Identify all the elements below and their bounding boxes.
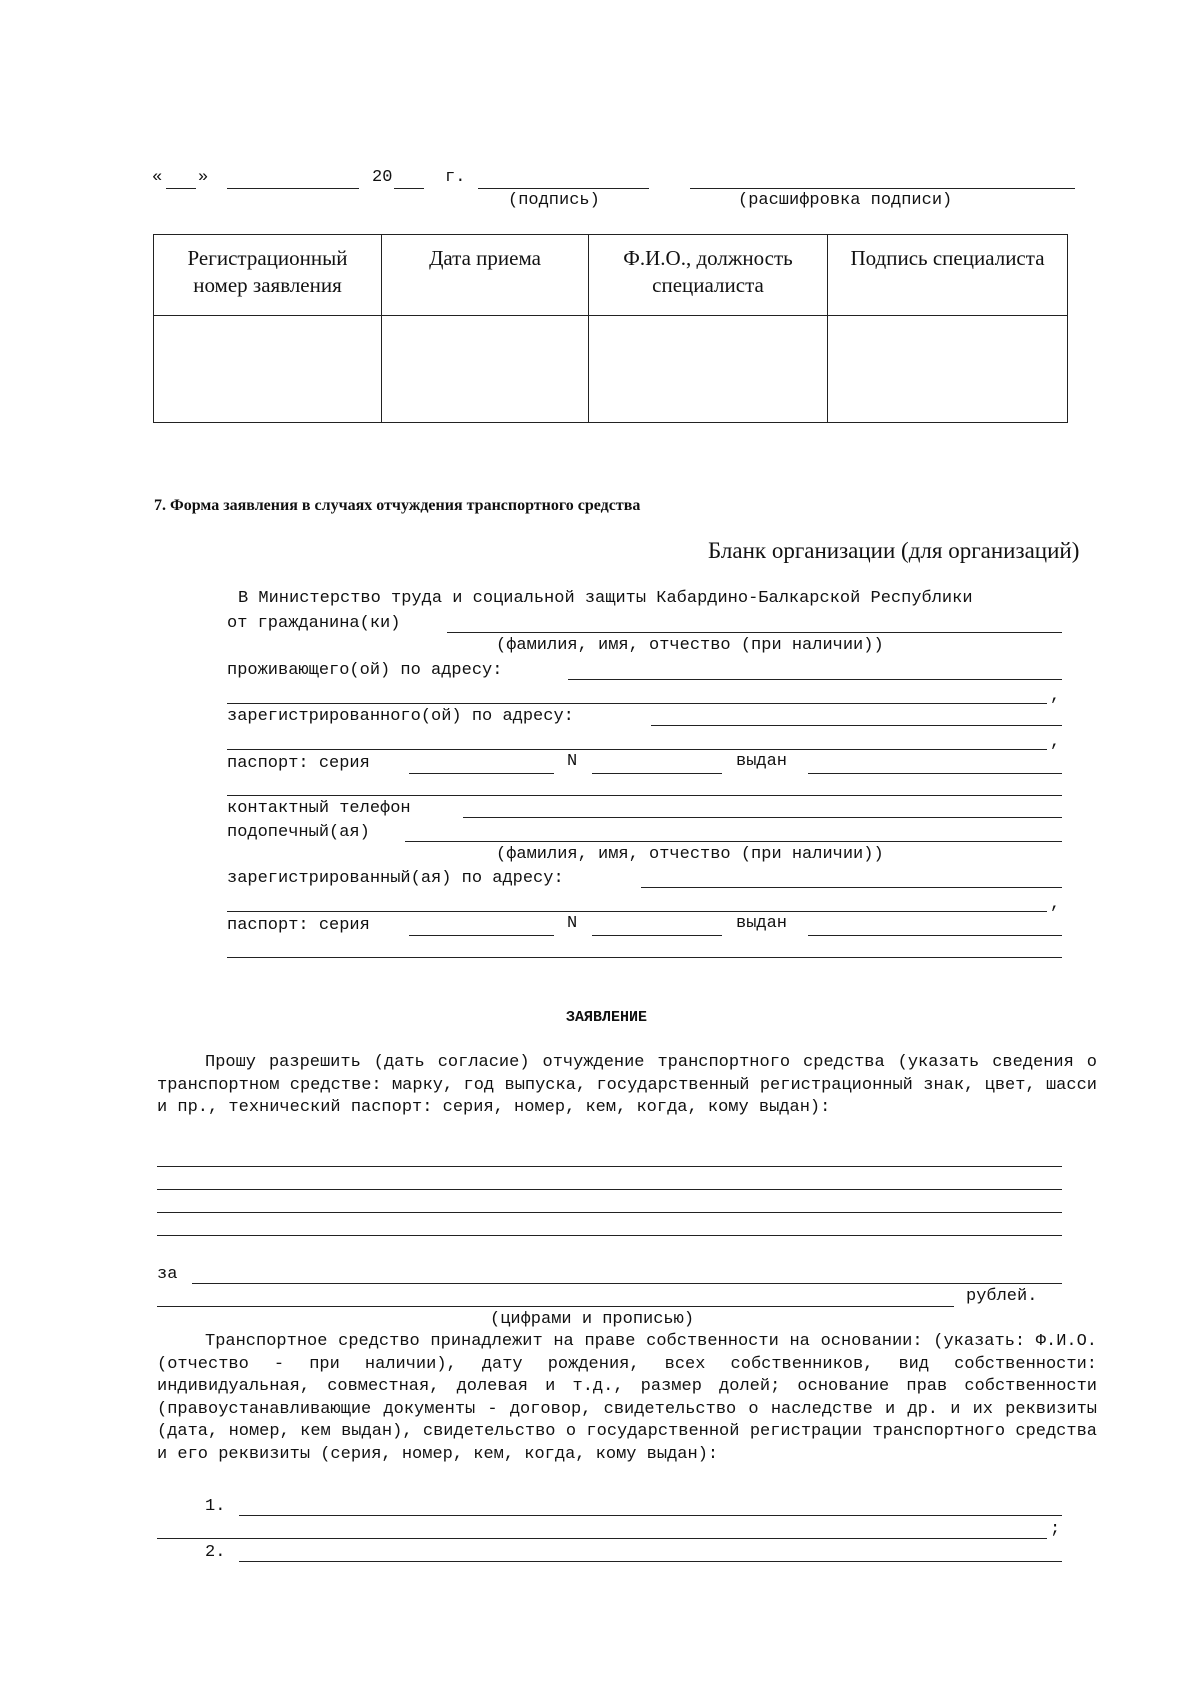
vehicle-details-line-3[interactable] [157, 1212, 1062, 1213]
passport-issued-label: выдан [736, 752, 788, 771]
section-title: 7. Форма заявления в случаях отчуждения транспортного средства [154, 497, 641, 514]
passport-series-label: паспорт: серия [227, 754, 370, 773]
cell-reg-number[interactable] [154, 316, 382, 423]
statement-heading: ЗАЯВЛЕНИЕ [566, 1009, 648, 1026]
passport-series-field[interactable] [409, 773, 554, 774]
applicant-fio-field[interactable] [447, 632, 1062, 633]
day-field[interactable] [166, 188, 196, 189]
year-prefix: 20 [372, 168, 393, 187]
ward-passport-issued-field-2[interactable] [227, 957, 1062, 958]
from-label: от гражданина(ки) [227, 614, 401, 633]
living-address-field-2[interactable] [227, 703, 1047, 704]
registration-table [153, 234, 1068, 423]
passport-n-label: N [567, 752, 578, 771]
owner-item-2-field[interactable] [239, 1561, 1062, 1562]
passport-number-field[interactable] [592, 773, 722, 774]
table-row [154, 316, 1068, 423]
open-quote: « [152, 168, 163, 187]
ward-address-field-2[interactable] [227, 911, 1047, 912]
comma-2: , [1050, 733, 1061, 752]
addressee-to: В Министерство труда и социальной защиты Кабардино-Балкарской Республики [238, 589, 973, 608]
registered-address-field-2[interactable] [227, 749, 1047, 750]
year-field[interactable] [394, 188, 424, 189]
ward-passport-series-label: паспорт: серия [227, 916, 370, 935]
amount-caption: (цифрами и прописью) [490, 1310, 695, 1329]
price-field-2[interactable] [157, 1306, 954, 1307]
header-signature: Подпись специалиста [828, 235, 1068, 316]
close-quote: » [198, 168, 209, 187]
cell-signature[interactable] [828, 316, 1068, 423]
living-address-field[interactable] [568, 679, 1062, 680]
vehicle-details-line-2[interactable] [157, 1189, 1062, 1190]
ward-passport-n-label: N [567, 914, 578, 933]
ward-address-field[interactable] [641, 887, 1062, 888]
table-header-row [154, 235, 1068, 316]
month-field[interactable] [227, 188, 359, 189]
organization-blank: Бланк организации (для организаций) [708, 538, 1080, 563]
header-reg-number: Регистрационный номер заявления [154, 235, 382, 316]
owner-item-1-field-2[interactable] [157, 1538, 1047, 1539]
header-specialist: Ф.И.О., должность специалиста [589, 235, 828, 316]
cell-date[interactable] [382, 316, 589, 423]
decode-caption: (расшифровка подписи) [738, 191, 953, 210]
phone-field[interactable] [463, 817, 1062, 818]
ward-fio-field[interactable] [405, 841, 1062, 842]
cell-specialist[interactable] [589, 316, 828, 423]
ward-label: подопечный(ая) [227, 823, 370, 842]
ward-registered-label: зарегистрированный(ая) по адресу: [227, 869, 564, 888]
ward-passport-issued-field[interactable] [808, 935, 1062, 936]
registered-label: зарегистрированного(ой) по адресу: [227, 707, 574, 726]
for-label: за [157, 1265, 178, 1284]
request-paragraph: Прошу разрешить (дать согласие) отчуждение транспортного средства (указать сведения о транспортном средстве: марку, год выпуска, государственный регистрационный знак, цвет, шасси и пр., технический паспорт: серия, номер, кем, когда, кому выдан): [157, 1053, 1097, 1117]
signature-field[interactable] [478, 188, 649, 189]
rubles-label: рублей. [966, 1287, 1038, 1306]
owner-item-1-field[interactable] [239, 1515, 1062, 1516]
item-1-label: 1. [205, 1497, 226, 1516]
passport-issued-field[interactable] [808, 773, 1062, 774]
living-label: проживающего(ой) по адресу: [227, 661, 503, 680]
signature-caption: (подпись) [508, 191, 600, 210]
vehicle-details-line-4[interactable] [157, 1235, 1062, 1236]
vehicle-details-line-1[interactable] [157, 1166, 1062, 1167]
semicolon: ; [1050, 1520, 1061, 1539]
signature-decode-field[interactable] [690, 188, 1075, 189]
phone-label: контактный телефон [227, 799, 411, 818]
ownership-paragraph: Транспортное средство принадлежит на праве собственности на основании: (указать: Ф.И.О. (отчество - при наличии), дату рождения, всех собственников, вид собственности: индивидуальная, совместная, долевая и т.д., размер долей; основание прав собственности (правоустанавливающие документы - договор, свидетельство о наследстве и др. и их реквизиты (дата, номер, кем выдан), свидетельство о государственной регистрации транспортного средства и его реквизиты (серия, номер, кем, когда, кому выдан): [157, 1332, 1097, 1464]
price-field[interactable] [192, 1283, 1062, 1284]
ward-fio-caption: (фамилия, имя, отчество (при наличии)) [496, 845, 884, 864]
fio-caption: (фамилия, имя, отчество (при наличии)) [496, 636, 884, 655]
header-date: Дата приема [382, 235, 589, 316]
ward-passport-number-field[interactable] [592, 935, 722, 936]
comma-1: , [1050, 687, 1061, 706]
ward-passport-issued-label: выдан [736, 914, 788, 933]
passport-issued-field-2[interactable] [227, 795, 1062, 796]
comma-3: , [1050, 895, 1061, 914]
registered-address-field[interactable] [651, 725, 1062, 726]
item-2-label: 2. [205, 1543, 226, 1562]
ward-passport-series-field[interactable] [409, 935, 554, 936]
year-suffix: г. [445, 168, 466, 187]
